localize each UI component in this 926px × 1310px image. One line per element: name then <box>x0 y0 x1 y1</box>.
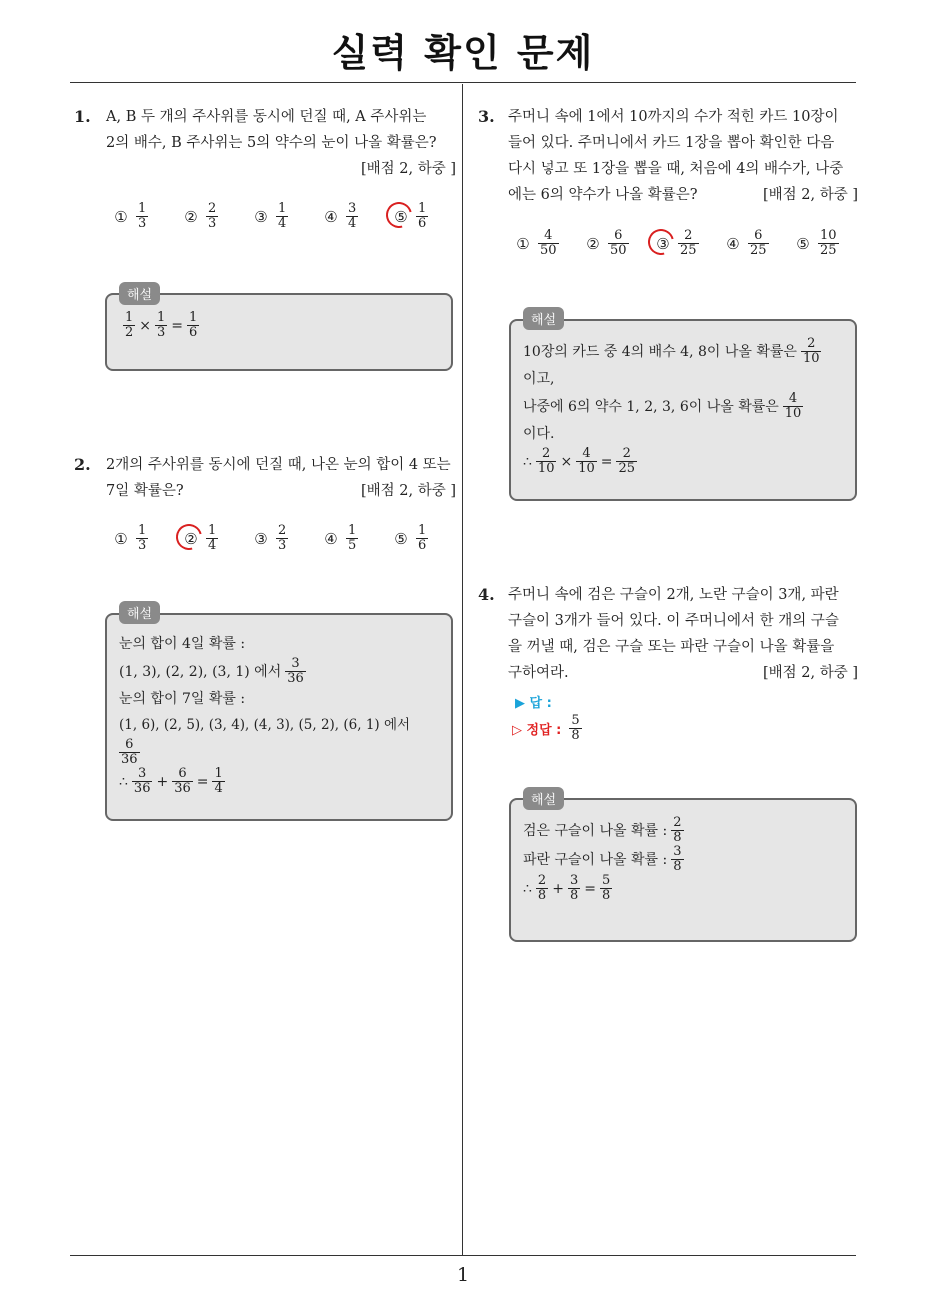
choice-mark: ② <box>586 234 600 253</box>
solution-equation: ∴ $\frac{2}{10}$ × $\frac{4}{10}$ = $\frac{2}{25}$ <box>523 446 636 476</box>
choice-mark: ③ <box>254 529 268 548</box>
q3-choices <box>512 229 862 258</box>
choice[interactable] <box>582 229 652 258</box>
choice[interactable] <box>180 524 250 553</box>
choice-mark: ⑤ <box>796 234 810 253</box>
q4-line: 구하여라. <box>508 665 569 681</box>
q4-line: 주머니 속에 검은 구슬이 2개, 노란 구슬이 3개, 파란 <box>508 587 839 603</box>
choice-fraction: $\frac{1}{4}$ <box>278 201 287 231</box>
solution-tag: 해설 <box>119 282 160 305</box>
correct-answer-fraction: $\frac{5}{8}$ <box>571 713 580 743</box>
choice-fraction: $\frac{3}{4}$ <box>348 201 357 231</box>
q1-line: 2의 배수, B 주사위는 5의 약수의 눈이 나올 확률은? <box>106 135 437 151</box>
choice-mark: ⑤ <box>394 529 408 548</box>
choice-mark: ③ <box>254 207 268 226</box>
choice-fraction: $\frac{10}{25}$ <box>820 228 837 258</box>
q1-line: A, B 두 개의 주사위를 동시에 던질 때, A 주사위는 <box>106 109 427 125</box>
solution-line: 이고, <box>523 371 555 387</box>
q2-line: 7일 확률은? <box>106 483 184 499</box>
solution-tag: 해설 <box>523 307 564 330</box>
choice[interactable] <box>390 202 460 231</box>
choice-fraction: $\frac{1}{3}$ <box>138 523 147 553</box>
q1-solution-box <box>105 293 453 371</box>
solution-equation: ∴ $\frac{2}{8}$ + $\frac{3}{8}$ = $\frac{5}{8}$ <box>523 873 611 903</box>
solution-tag: 해설 <box>523 787 564 810</box>
q2-solution-box <box>105 613 453 821</box>
solution-line: $\frac{6}{36}$ <box>121 737 138 767</box>
q3-meta: [배점 2, 하중 ] <box>762 187 858 203</box>
solution-line: (1, 3), (2, 2), (3, 1) 에서 $\frac{3}{36}$ <box>119 656 304 686</box>
choice[interactable] <box>110 202 180 231</box>
correct-answer-row <box>512 714 586 743</box>
choice-mark: ② <box>184 207 198 226</box>
choice[interactable] <box>320 524 390 553</box>
solution-line: 눈의 합이 7일 확률 : <box>119 691 246 707</box>
q4-line: 구슬이 3개가 들어 있다. 이 주머니에서 한 개의 구슬 <box>508 613 839 629</box>
choice[interactable] <box>250 524 320 553</box>
q4-number: 4. <box>478 585 495 604</box>
q4-meta: [배점 2, 하중 ] <box>762 665 858 681</box>
q3-line: 다시 넣고 또 1장을 뽑을 때, 처음에 4의 배수가, 나중 <box>508 161 844 177</box>
q4-line: 을 꺼낼 때, 검은 구슬 또는 파란 구슬이 나올 확률을 <box>508 639 835 655</box>
solution-line: 눈의 합이 4일 확률 : <box>119 636 246 652</box>
choice[interactable] <box>722 229 792 258</box>
q2-line: 2개의 주사위를 동시에 던질 때, 나온 눈의 합이 4 또는 <box>106 457 451 473</box>
page-number: 1 <box>456 1264 470 1286</box>
choice-fraction: $\frac{1}{5}$ <box>348 523 357 553</box>
choice-mark-correct: ③ <box>652 233 674 255</box>
choice-fraction: $\frac{4}{50}$ <box>540 228 557 258</box>
choice-fraction: $\frac{1}{4}$ <box>208 523 217 553</box>
q2-meta: [배점 2, 하중 ] <box>360 483 456 499</box>
choice-mark: ④ <box>726 234 740 253</box>
q2-text <box>106 452 456 504</box>
q1-text <box>106 104 456 182</box>
q2-number: 2. <box>74 455 91 474</box>
q4-text <box>508 582 858 686</box>
solution-tag: 해설 <box>119 601 160 624</box>
choice[interactable] <box>792 229 862 258</box>
top-rule <box>70 82 856 83</box>
choice-mark: ① <box>114 207 128 226</box>
q3-line: 에는 6의 약수가 나올 확률은? <box>508 187 698 203</box>
q4-solution-box <box>509 798 857 942</box>
solution-line: 검은 구슬이 나올 확률 : $\frac{2}{8}$ <box>523 815 682 845</box>
q3-line: 들어 있다. 주머니에서 카드 1장을 뽑아 확인한 다음 <box>508 135 835 151</box>
choice-fraction: $\frac{2}{3}$ <box>208 201 217 231</box>
q3-solution-box <box>509 319 857 501</box>
choice[interactable] <box>250 202 320 231</box>
solution-line: 이다. <box>523 426 555 442</box>
solution-line: (1, 6), (2, 5), (3, 4), (4, 3), (5, 2), (6, 1) 에서 <box>119 717 411 733</box>
choice-fraction: $\frac{1}{6}$ <box>418 523 427 553</box>
choice-mark: ① <box>516 234 530 253</box>
choice-fraction: $\frac{6}{50}$ <box>610 228 627 258</box>
q3-number: 3. <box>478 107 495 126</box>
correct-answer-label: ▷ 정답 : <box>512 723 562 738</box>
solution-line: 파란 구슬이 나올 확률 : $\frac{3}{8}$ <box>523 844 682 874</box>
choice-fraction: $\frac{1}{6}$ <box>418 201 427 231</box>
choice[interactable] <box>180 202 250 231</box>
q1-meta: [배점 2, 하중 ] <box>360 161 456 177</box>
solution-line: 10장의 카드 중 4의 배수 4, 8이 나올 확률은 $\frac{2}{10}$ <box>523 336 820 366</box>
page-title: 실력 확인 문제 <box>331 31 595 75</box>
solution-equation: ∴ $\frac{3}{36}$ + $\frac{6}{36}$ = $\frac{1}{4}$ <box>119 766 223 796</box>
choice[interactable] <box>512 229 582 258</box>
q2-choices <box>110 524 460 553</box>
choice[interactable] <box>320 202 390 231</box>
q1-number: 1. <box>74 107 91 126</box>
choice-fraction: $\frac{2}{25}$ <box>680 228 697 258</box>
solution-line: 나중에 6의 약수 1, 2, 3, 6이 나올 확률은 $\frac{4}{10}$ <box>523 391 802 421</box>
q1-choices <box>110 202 460 231</box>
choice-mark: ① <box>114 529 128 548</box>
column-divider <box>462 84 463 1256</box>
choice-mark: ④ <box>324 207 338 226</box>
choice[interactable] <box>652 229 722 258</box>
q3-text <box>508 104 858 208</box>
choice-fraction: $\frac{1}{3}$ <box>138 201 147 231</box>
q3-line: 주머니 속에 1에서 10까지의 수가 적힌 카드 10장이 <box>508 109 839 125</box>
choice-fraction: $\frac{2}{3}$ <box>278 523 287 553</box>
choice-mark-correct: ⑤ <box>390 206 412 228</box>
choice-fraction: $\frac{6}{25}$ <box>750 228 767 258</box>
choice[interactable] <box>390 524 460 553</box>
solution-equation: $\frac{1}{2}$ × $\frac{1}{3}$ = $\frac{1}{6}$ <box>125 310 198 340</box>
choice[interactable] <box>110 524 180 553</box>
answer-label: ▶ 답 : <box>515 696 552 711</box>
choice-mark-correct: ② <box>180 528 202 550</box>
choice-mark: ④ <box>324 529 338 548</box>
bottom-rule <box>70 1255 856 1256</box>
